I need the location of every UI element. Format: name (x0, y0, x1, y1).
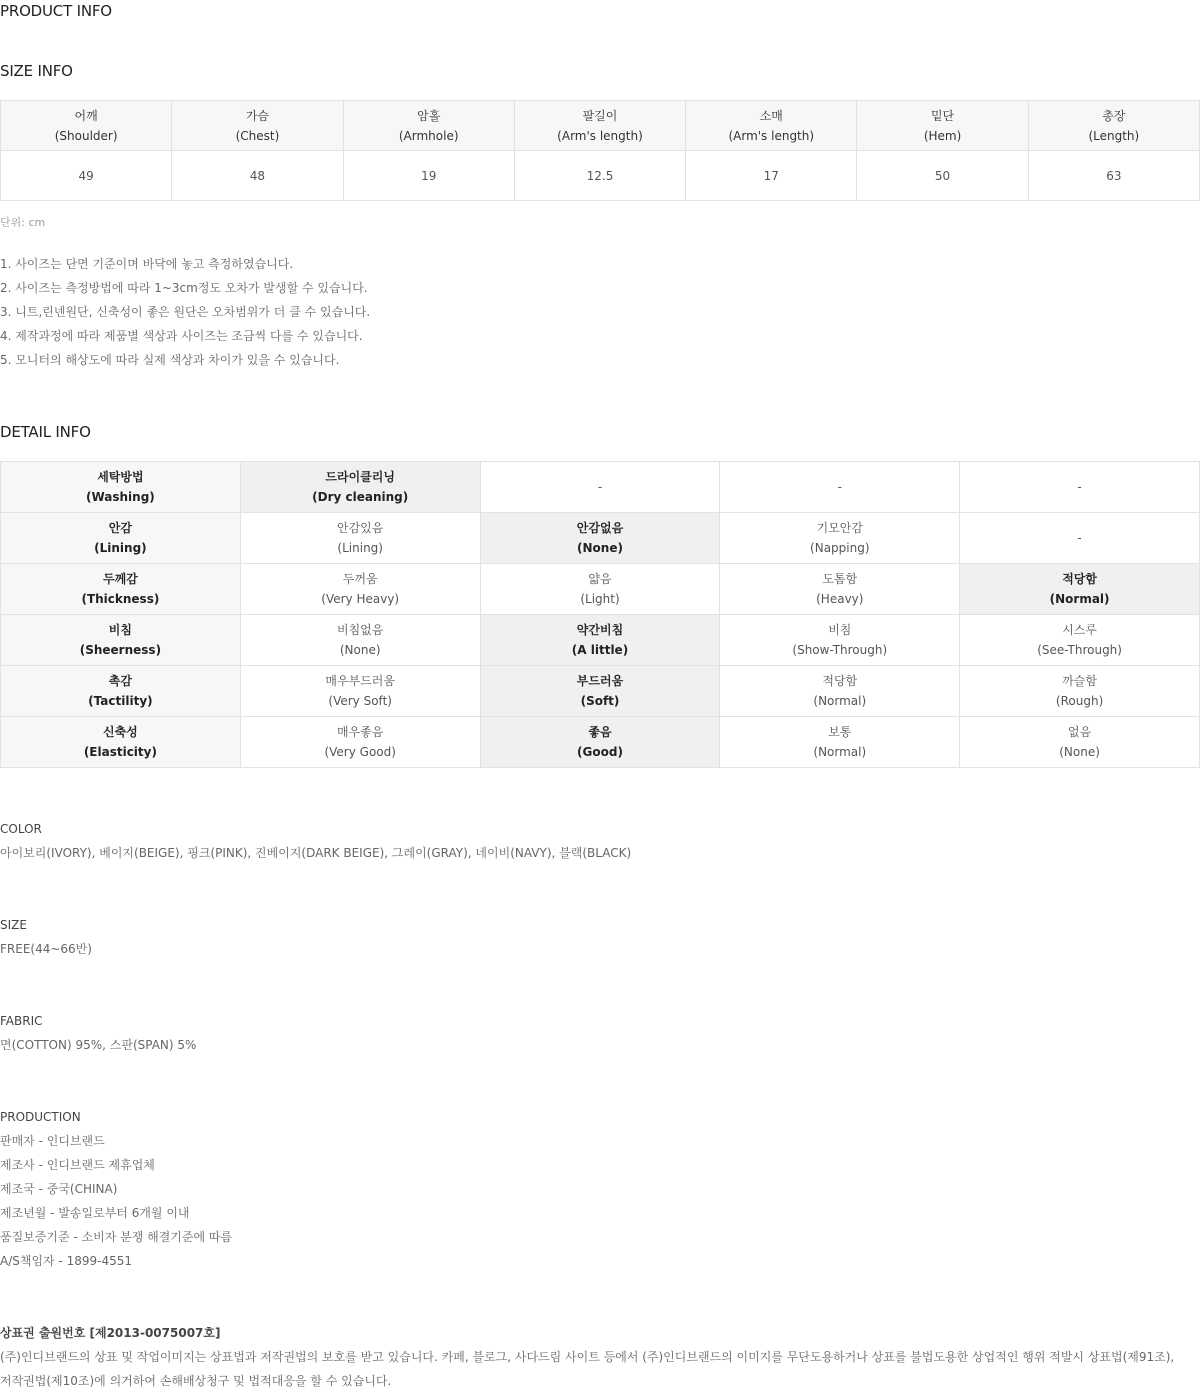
trademark-title: 상표권 출원번호 [제2013-0075007호] (0, 1326, 221, 1340)
detail-option-ko: 시스루 (1062, 623, 1097, 637)
size-title: SIZE (0, 918, 27, 932)
fabric-title: FABRIC (0, 1014, 43, 1028)
production-line: 제조년월 - 발송일로부터 6개월 이내 (0, 1206, 190, 1220)
fabric-section (0, 1009, 1200, 1057)
detail-label-ko: 안감 (108, 521, 132, 535)
production-title: PRODUCTION (0, 1110, 81, 1124)
detail-option-ko: 없음 (1068, 725, 1092, 739)
size-header-sleeve (686, 101, 857, 151)
detail-label-en: (Thickness) (81, 592, 160, 606)
size-header-chest (172, 101, 343, 151)
detail-option-en: (Dry cleaning) (312, 490, 409, 504)
detail-row-label (1, 717, 241, 768)
production-section (0, 1105, 1200, 1273)
detail-option-en: (Heavy) (816, 592, 864, 606)
size-header-ko: 가슴 (245, 108, 270, 123)
detail-option-en: (None) (1059, 745, 1100, 759)
detail-option-en: (Very Good) (324, 745, 396, 759)
detail-option-ko: 기모안감 (816, 521, 863, 535)
detail-label-en: (Elasticity) (83, 745, 157, 759)
detail-option-ko: - (1077, 480, 1082, 494)
size-note: 4. 제작과정에 따라 제품별 색상과 사이즈는 조금씩 다를 수 있습니다. (0, 329, 363, 343)
detail-option (480, 564, 720, 615)
size-header-ko: 암홀 (417, 108, 441, 123)
detail-table (0, 461, 1200, 768)
detail-option-en: (Light) (580, 592, 620, 606)
detail-option-en: (Rough) (1055, 694, 1104, 708)
detail-row-label (1, 564, 241, 615)
production-line: 판매자 - 인디브랜드 (0, 1134, 105, 1148)
detail-option-ko: - (597, 480, 603, 494)
production-line: 품질보증기준 - 소비자 분쟁 해결기준에 따름 (0, 1230, 233, 1244)
size-unit: 단위: cm (0, 216, 46, 229)
detail-option (960, 615, 1200, 666)
detail-option (960, 717, 1200, 768)
size-header-ko: 총장 (1102, 108, 1126, 123)
size-header-en: (Chest) (235, 128, 280, 143)
detail-option-selected (480, 513, 720, 564)
detail-row (1, 513, 1200, 564)
detail-option-ko: - (837, 480, 842, 494)
detail-option-selected (480, 717, 720, 768)
detail-info-title: DETAIL INFO (0, 423, 91, 441)
detail-option-selected (960, 564, 1200, 615)
detail-option-ko: 안감있음 (337, 521, 384, 535)
detail-option (720, 462, 960, 513)
detail-label-ko: 신축성 (103, 725, 138, 739)
production-line: 제조국 - 중국(CHINA) (0, 1182, 118, 1196)
detail-option (240, 615, 480, 666)
color-text: 아이보리(IVORY), 베이지(BEIGE), 핑크(PINK), 진베이지(DARK BEIGE), 그레이(GRAY), 네이비(NAVY), 블랙(BLACK) (0, 846, 632, 860)
size-header-en: (Arm's length) (728, 128, 815, 143)
detail-row-label (1, 615, 241, 666)
detail-option-ko: 매우좋음 (337, 725, 384, 739)
detail-option-ko: 비침 (828, 623, 852, 637)
detail-option-selected (480, 666, 720, 717)
detail-option-ko: 부드러움 (576, 674, 624, 688)
detail-option (240, 666, 480, 717)
production-line: A/S책임자 - 1899-4551 (0, 1254, 133, 1268)
detail-row-label (1, 666, 241, 717)
size-table-header-row (1, 101, 1200, 151)
detail-option-en: (Lining) (337, 541, 383, 555)
size-table-value-row (1, 151, 1200, 201)
size-header-en: (Length) (1088, 128, 1140, 143)
detail-option-en: (None) (577, 541, 623, 555)
detail-option-ko: 비침없음 (337, 623, 384, 637)
size-section (0, 913, 1200, 961)
size-header-en: (Hem) (923, 128, 962, 143)
detail-label-en: (Sheerness) (79, 643, 162, 657)
size-header-ko: 팔길이 (582, 108, 618, 123)
color-section (0, 817, 1200, 865)
detail-option (480, 462, 720, 513)
color-title: COLOR (0, 822, 42, 836)
detail-option-en: (Soft) (580, 694, 620, 708)
detail-label-en: (Washing) (85, 490, 155, 504)
size-header-en: (Armhole) (398, 128, 459, 143)
detail-option (960, 666, 1200, 717)
detail-option (720, 564, 960, 615)
detail-option-selected (240, 462, 480, 513)
detail-option (720, 615, 960, 666)
trademark-text: (주)인디브랜드의 상표 및 작업이미지는 상표법과 저작권법의 보호를 받고 있습니다. 카페, 블로그, 사다드림 사이트 등에서 (주)인디브랜드의 이미지를 무단도용하거나 상표를 불법도용한 상업적인 행위 적발시 상표법(제91조),저작권법(제10조)에 의거하여 손해배상청구 및 법적대응을 할 수 있습니다. (0, 1350, 1175, 1388)
detail-option-en: (Normal) (813, 694, 867, 708)
detail-row (1, 462, 1200, 513)
size-header-ko: 어깨 (74, 108, 98, 123)
detail-option-ko: 까슬함 (1062, 674, 1097, 688)
detail-option-en: (Show-Through) (792, 643, 888, 657)
detail-option (720, 513, 960, 564)
detail-option-ko: 도톰함 (822, 572, 858, 586)
detail-option (960, 462, 1200, 513)
detail-option-en: (A little) (571, 643, 629, 657)
detail-label-ko: 촉감 (108, 674, 132, 688)
detail-option (240, 513, 480, 564)
detail-label-ko: 비침 (108, 623, 132, 637)
size-value-shoulder: 49 (1, 151, 172, 201)
detail-row (1, 564, 1200, 615)
detail-option-en: (See-Through) (1037, 643, 1122, 657)
detail-option-ko: 두꺼움 (342, 572, 378, 586)
size-value-hem: 50 (857, 151, 1028, 201)
detail-option-selected (480, 615, 720, 666)
detail-option-ko: 매우부드러움 (325, 674, 395, 688)
detail-label-ko: 두께감 (103, 572, 138, 586)
size-header-arm-length (514, 101, 685, 151)
size-header-en: (Arm's length) (557, 128, 643, 143)
size-note: 2. 사이즈는 측정방법에 따라 1~3cm정도 오차가 발생할 수 있습니다. (0, 281, 368, 295)
detail-option (240, 717, 480, 768)
detail-option-en: (Good) (577, 745, 623, 759)
detail-option-ko: 안감없음 (576, 521, 624, 535)
detail-label-en: (Lining) (94, 541, 147, 555)
size-header-armhole (343, 101, 514, 151)
size-note: 1. 사이즈는 단면 기준이며 바닥에 놓고 측정하였습니다. (0, 257, 294, 271)
size-value-arm-length: 12.5 (514, 151, 685, 201)
detail-option-ko: - (1077, 531, 1082, 545)
detail-row (1, 666, 1200, 717)
detail-option-ko: 적당함 (1062, 572, 1097, 586)
fabric-text: 면(COTTON) 95%, 스판(SPAN) 5% (0, 1038, 197, 1052)
detail-option (720, 666, 960, 717)
size-value-sleeve: 17 (686, 151, 857, 201)
size-header-ko: 소매 (759, 108, 783, 123)
detail-option-ko: 얇음 (588, 572, 612, 586)
detail-option-ko: 드라이클리닝 (325, 470, 395, 484)
size-header-hem (857, 101, 1028, 151)
size-value-armhole: 19 (343, 151, 514, 201)
detail-option-en: (Napping) (810, 541, 870, 555)
detail-option-ko: 적당함 (822, 674, 858, 688)
size-info-title: SIZE INFO (0, 62, 73, 80)
detail-option (720, 717, 960, 768)
detail-option-en: (Normal) (813, 745, 867, 759)
size-table (0, 100, 1200, 201)
detail-option (240, 564, 480, 615)
detail-row (1, 615, 1200, 666)
detail-row (1, 717, 1200, 768)
size-note: 5. 모니터의 해상도에 따라 실제 색상과 차이가 있을 수 있습니다. (0, 353, 340, 367)
size-notes (0, 252, 370, 372)
detail-option-ko: 보통 (828, 725, 852, 739)
size-header-ko: 밑단 (930, 108, 955, 123)
size-value-chest: 48 (172, 151, 343, 201)
size-value-length: 63 (1028, 151, 1199, 201)
detail-option-en: (Very Soft) (328, 694, 392, 708)
detail-option (960, 513, 1200, 564)
detail-option-en: (Very Heavy) (321, 592, 400, 606)
detail-option-ko: 좋음 (588, 725, 612, 739)
detail-option-en: (Normal) (1049, 592, 1110, 606)
size-header-length (1028, 101, 1199, 151)
detail-label-en: (Tactility) (88, 694, 153, 708)
size-header-shoulder (1, 101, 172, 151)
size-note: 3. 니트,린넨원단, 신축성이 좋은 원단은 오차범위가 더 클 수 있습니다. (0, 305, 371, 319)
detail-row-label (1, 462, 241, 513)
detail-label-ko: 세탁방법 (97, 470, 144, 484)
detail-option-en: (None) (339, 643, 381, 657)
detail-option-ko: 약간비침 (576, 623, 624, 637)
size-header-en: (Shoulder) (54, 128, 118, 143)
product-info-title: PRODUCT INFO (0, 2, 112, 20)
trademark-section (0, 1321, 1200, 1393)
size-text: FREE(44~66반) (0, 942, 92, 956)
detail-row-label (1, 513, 241, 564)
production-line: 제조사 - 인디브랜드 제휴업체 (0, 1158, 155, 1172)
